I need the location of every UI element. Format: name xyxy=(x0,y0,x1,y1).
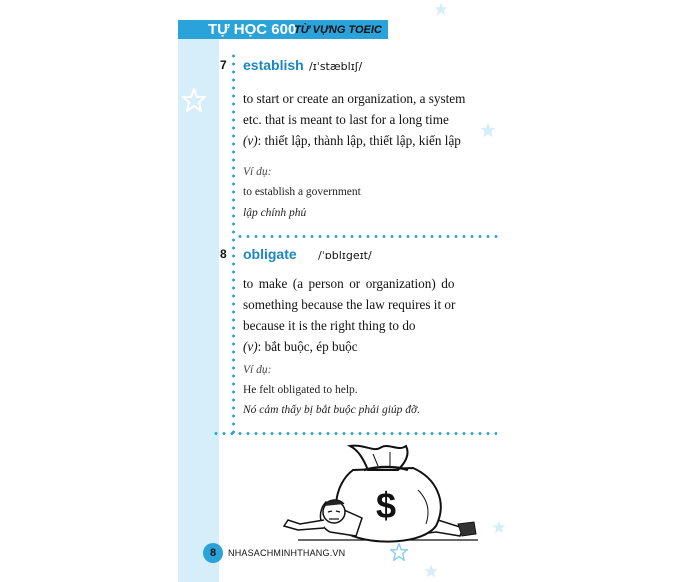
definition xyxy=(243,88,511,151)
page-number: 8 xyxy=(203,543,223,563)
book-title: TỰ HỌC 600 xyxy=(208,21,297,38)
example-sentence: to establish a government xyxy=(243,186,361,198)
book-subtitle: TỪ VỰNG TOEIC xyxy=(294,24,382,36)
bottom-divider xyxy=(212,432,497,435)
example-translation: lập chính phủ xyxy=(243,207,307,219)
publisher-site: NHASACHMINHTHANG.VN xyxy=(228,548,346,558)
star-icon xyxy=(492,520,506,534)
translation-line xyxy=(243,336,511,357)
translation: : thiết lập, thành lập, thiết lập, kiến lập xyxy=(257,133,461,148)
star-icon xyxy=(182,88,206,112)
example-label: Ví dụ: xyxy=(243,166,272,178)
definition-line: to make (a person or organization) do xyxy=(243,276,455,291)
entry-number: 7 xyxy=(220,58,227,72)
definition-line: to start or create an organization, a system xyxy=(243,91,466,106)
vertical-dotted-rule xyxy=(232,52,235,437)
star-icon xyxy=(424,564,438,578)
definition xyxy=(243,273,511,357)
pronunciation: /ɪˈstæblɪʃ/ xyxy=(309,60,363,73)
example-sentence: He felt obligated to help. xyxy=(243,384,358,396)
definition-line: etc. that is meant to last for a long time xyxy=(243,112,449,127)
entry-divider xyxy=(236,235,498,238)
part-of-speech: (v) xyxy=(243,339,258,354)
sidebar-strip xyxy=(178,38,219,582)
entry-number: 8 xyxy=(220,247,227,261)
example-label: Ví dụ: xyxy=(243,364,272,376)
dollar-sign: $ xyxy=(376,485,397,526)
book-page xyxy=(178,0,525,582)
star-icon xyxy=(434,2,448,16)
translation: : bắt buộc, ép buộc xyxy=(257,339,358,354)
part-of-speech: (v) xyxy=(243,133,258,148)
example-translation: Nó cảm thấy bị bắt buộc phải giúp đỡ. xyxy=(243,404,421,416)
money-bag-illustration xyxy=(278,440,488,548)
definition-line: something because the law requires it or xyxy=(243,297,456,312)
translation-line xyxy=(243,130,511,151)
pronunciation: /ˈɒblɪgeɪt/ xyxy=(318,249,372,262)
definition-line: because it is the right thing to do xyxy=(243,318,416,333)
headword: obligate xyxy=(243,246,297,262)
headword: establish xyxy=(243,57,304,73)
